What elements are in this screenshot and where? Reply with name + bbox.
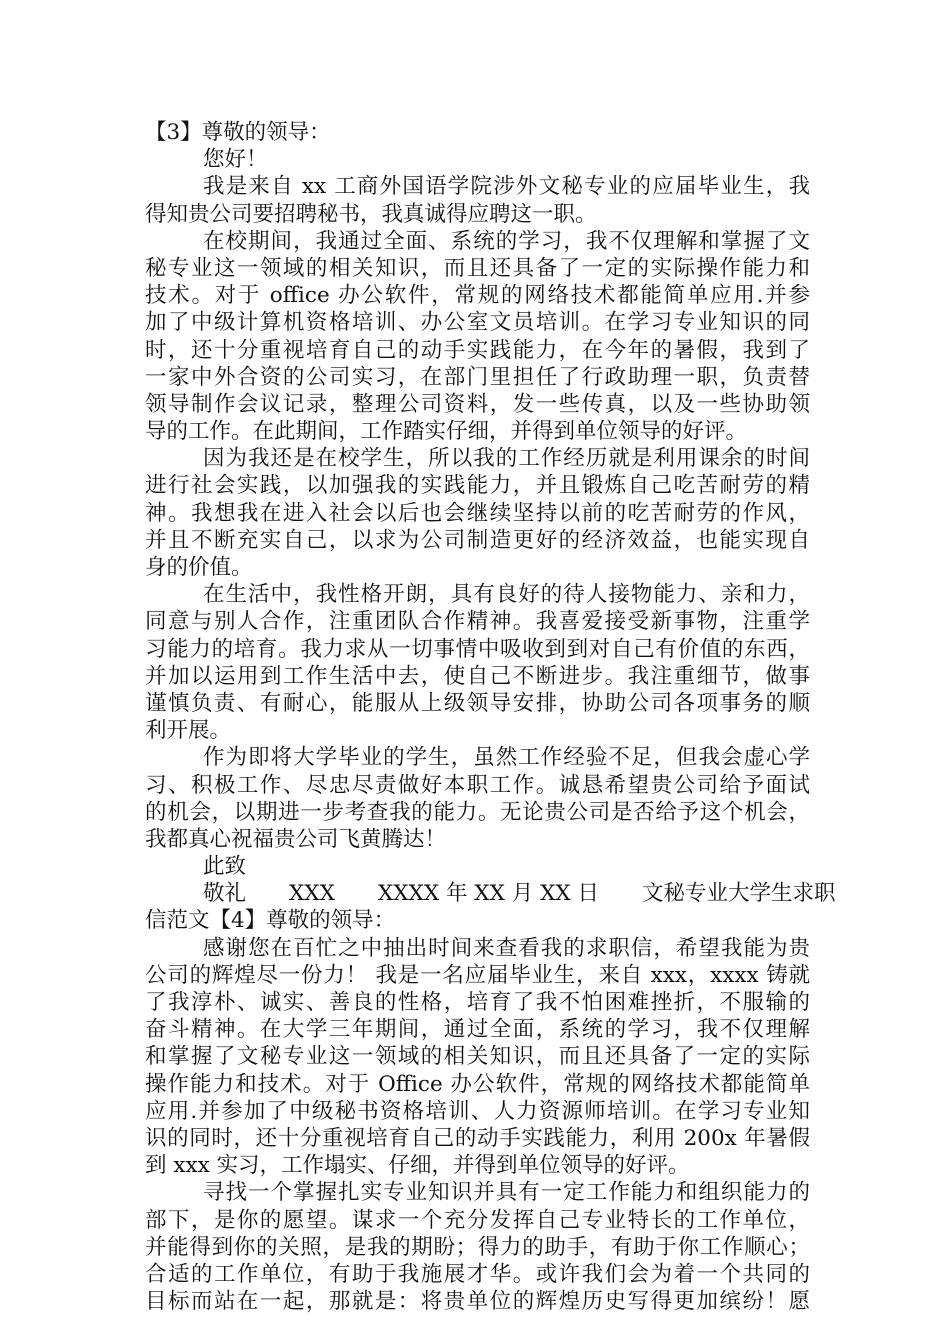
text-line: 感谢您在百忙之中抽出时间来查看我的求职信，希望我能为贵 [203, 935, 810, 961]
text-line: 我是来自 xx 工商外国语学院涉外文秘专业的应届毕业生，我 [203, 174, 810, 200]
text-line: 在校期间，我通过全面、系统的学习，我不仅理解和掌握了文 [203, 228, 810, 254]
text-line: 【3】尊敬的领导： [145, 120, 331, 145]
text-line: 公司的辉煌尽一份力！ 我是一名应届毕业生，来自 xxx，xxxx 铸就 [145, 962, 810, 988]
text-line: 加了中级计算机资格培训、办公室文员培训。在学习专业知识的同 [145, 310, 810, 336]
text-line: 识的同时，还十分重视培育自己的动手实践能力，利用 200x 年暑假 [145, 1125, 810, 1151]
text-line: 得知贵公司要招聘秘书，我真诚得应聘这一职。 [145, 201, 597, 227]
text-line: 寻找一个掌握扎实专业知识并具有一定工作能力和组织能力的 [203, 1180, 810, 1206]
text-line: 和掌握了文秘专业这一领域的相关知识，而且还具备了一定的实际 [145, 1044, 810, 1070]
text-line: 奋斗精神。在大学三年期间，通过全面，系统的学习，我不仅理解 [145, 1017, 810, 1043]
text-line: 我都真心祝福贵公司飞黄腾达！ [145, 826, 447, 852]
text-line: 时，还十分重视培育自己的动手实践能力，在今年的暑假，我到了 [145, 337, 810, 363]
text-line: 技术。对于 office 办公软件，常规的网络技术都能简单应用.并参 [145, 283, 810, 309]
text-line: 目标而站在一起，那就是：将贵单位的辉煌历史写得更加缤纷！愿 [145, 1289, 810, 1315]
text-line: 作为即将大学毕业的学生，虽然工作经验不足，但我会虚心学 [203, 745, 810, 771]
text-line: 在生活中，我性格开朗，具有良好的待人接物能力、亲和力， [203, 582, 810, 608]
text-line: 一家中外合资的公司实习，在部门里担任了行政助理一职，负责替 [145, 364, 810, 390]
text-line: 因为我还是在校学生，所以我的工作经历就是利用课余的时间 [203, 446, 810, 472]
letter-body [145, 119, 836, 1315]
text-line: 并能得到你的关照，是我的期盼；得力的助手，有助于你工作顺心； [145, 1234, 810, 1260]
text-line: 谨慎负责、有耐心，能服从上级领导安排，协助公司各项事务的顺 [145, 690, 810, 716]
text-line: 利开展。 [145, 718, 232, 744]
text-line: 领导制作会议记录，整理公司资料，发一些传真，以及一些协助领 [145, 391, 810, 417]
text-line: 习、积极工作、尽忠尽责做好本职工作。诚恳希望贵公司给予面试 [145, 772, 810, 798]
text-line: 部下，是你的愿望。谋求一个充分发挥自己专业特长的工作单位， [145, 1207, 810, 1233]
text-line: 神。我想我在进入社会以后也会继续坚持以前的吃苦耐劳的作风， [145, 500, 810, 526]
text-line: 到 xxx 实习，工作塌实、仔细，并得到单位领导的好评。 [145, 1153, 690, 1179]
text-line: 操作能力和技术。对于 Office 办公软件，常规的网络技术都能简单 [145, 1071, 810, 1097]
text-line: 敬礼 XXX XXXX 年 XX 月 XX 日 文秘专业大学生求职 [203, 881, 836, 907]
text-line: 合适的工作单位，有助于我施展才华。或许我们会为着一个共同的 [145, 1261, 810, 1287]
text-line: 信范文【4】尊敬的领导： [145, 908, 396, 934]
text-line: 同意与别人合作，注重团队合作精神。我喜爱接受新事物，注重学 [145, 609, 810, 635]
text-line: 您好！ [203, 147, 268, 173]
text-line: 导的工作。在此期间，工作踏实仔细，并得到单位领导的好评。 [145, 419, 748, 445]
text-line: 此致 [203, 854, 247, 880]
text-line: 身的价值。 [145, 555, 253, 580]
text-line: 并加以运用到工作生活中去，使自己不断进步。我注重细节，做事 [145, 663, 810, 689]
text-line: 并且不断充实自己，以求为公司制造更好的经济效益，也能实现自 [145, 527, 810, 553]
text-line: 秘专业这一领域的相关知识，而且还具备了一定的实际操作能力和 [145, 255, 810, 281]
text-line: 应用.并参加了中级秘书资格培训、人力资源师培训。在学习专业知 [145, 1098, 810, 1124]
text-line: 的机会，以期进一步考查我的能力。无论贵公司是否给予这个机会， [145, 799, 810, 825]
text-line: 习能力的培育。我力求从一切事情中吸收到到对自己有价值的东西， [145, 636, 810, 662]
text-line: 了我淳朴、诚实、善良的性格，培育了我不怕困难挫折，不服输的 [145, 990, 810, 1015]
text-line: 进行社会实践，以加强我的实践能力，并且锻炼自己吃苦耐劳的精 [145, 473, 810, 499]
